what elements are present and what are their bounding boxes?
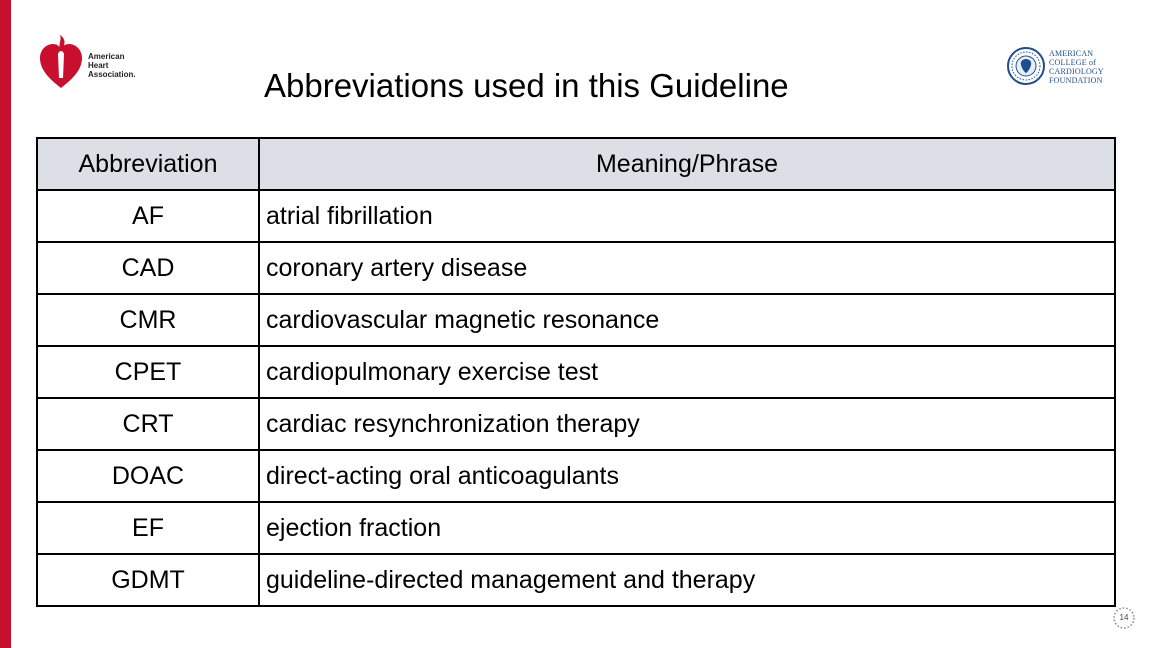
abbreviation-cell: DOAC xyxy=(37,450,259,502)
table-row xyxy=(37,554,1115,606)
table-row xyxy=(37,450,1115,502)
accf-line-1: AMERICAN xyxy=(1049,49,1094,58)
abbreviation-cell: CPET xyxy=(37,346,259,398)
aha-line-3: Association. xyxy=(88,70,136,79)
table-row xyxy=(37,346,1115,398)
meaning-cell: coronary artery disease xyxy=(259,242,1115,294)
table-row xyxy=(37,190,1115,242)
meaning-cell: direct-acting oral anticoagulants xyxy=(259,450,1115,502)
column-header-meaning: Meaning/Phrase xyxy=(259,138,1115,190)
page-number-badge xyxy=(1112,606,1136,630)
accf-logo xyxy=(1006,46,1116,90)
table-row xyxy=(37,502,1115,554)
table-row xyxy=(37,398,1115,450)
column-header-abbreviation: Abbreviation xyxy=(37,138,259,190)
meaning-cell: cardiac resynchronization therapy xyxy=(259,398,1115,450)
aha-line-2: Heart xyxy=(88,61,109,70)
meaning-cell: ejection fraction xyxy=(259,502,1115,554)
table-row xyxy=(37,294,1115,346)
meaning-cell: cardiopulmonary exercise test xyxy=(259,346,1115,398)
page-number: 14 xyxy=(1119,613,1129,622)
abbreviation-cell: EF xyxy=(37,502,259,554)
aha-line-1: American xyxy=(88,52,125,61)
abbreviation-cell: CRT xyxy=(37,398,259,450)
table-row xyxy=(37,242,1115,294)
table-header-row xyxy=(37,138,1115,190)
page-title: Abbreviations used in this Guideline xyxy=(264,67,789,104)
aha-logo xyxy=(38,34,148,90)
aha-wordmark xyxy=(88,52,136,79)
abbreviation-cell: CMR xyxy=(37,294,259,346)
heart-torch-logo-icon xyxy=(38,34,84,90)
abbreviation-cell: GDMT xyxy=(37,554,259,606)
left-red-bar xyxy=(0,0,11,648)
accf-line-3: CARDIOLOGY xyxy=(1049,67,1104,76)
abbreviations-table xyxy=(36,137,1116,607)
meaning-cell: guideline-directed management and therapy xyxy=(259,554,1115,606)
accf-wordmark xyxy=(1049,49,1104,85)
accf-line-4: FOUNDATION xyxy=(1049,76,1103,85)
meaning-cell: cardiovascular magnetic resonance xyxy=(259,294,1115,346)
abbreviation-cell: CAD xyxy=(37,242,259,294)
meaning-cell: atrial fibrillation xyxy=(259,190,1115,242)
accf-line-2: COLLEGE of xyxy=(1049,58,1097,67)
abbreviation-cell: AF xyxy=(37,190,259,242)
accf-seal-logo-icon xyxy=(1006,46,1046,86)
